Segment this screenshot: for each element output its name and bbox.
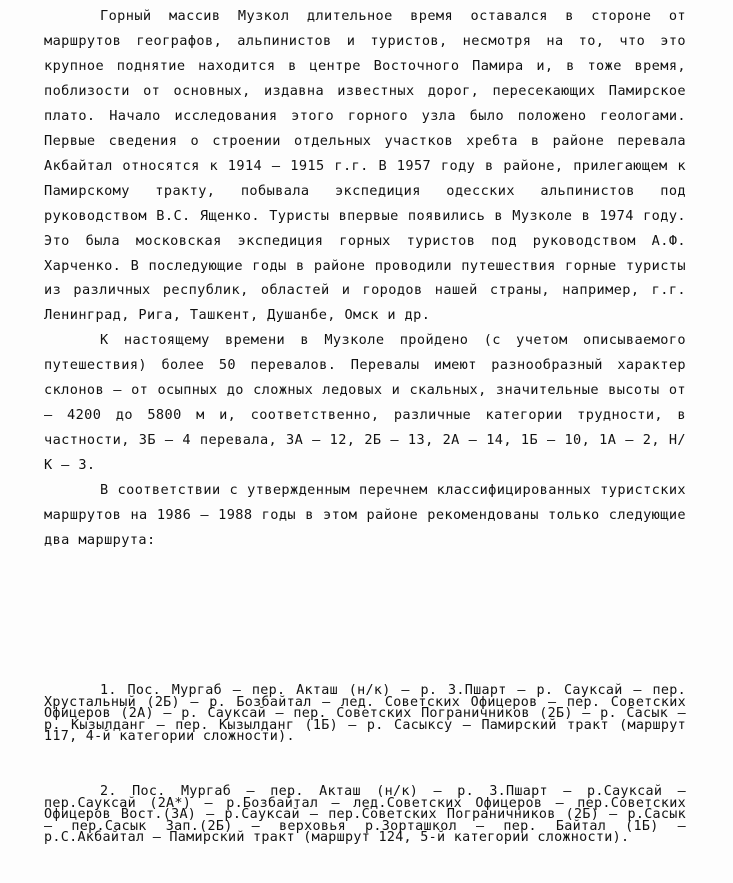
paragraph-passes: К настоящему времени в Музколе пройдено (с учетом описываемого путешествия) более 50 перевалов. Перевалы имеют разнообразный характер склонов – от осыпных до сложных ледовых и скальных, значительные высоты от – 4200 до 5800 м и, соответственно, различные категории трудности, в частности, 3Б – 4 перевала, 3А – 12, 2Б – 13, 2А – 14, 1Б – 10, 1А – 2, Н/К – 3. (44, 332, 686, 474)
route-item-1 (44, 685, 686, 743)
document-body (44, 4, 686, 553)
paragraph-history: Горный массив Музкол длительное время оставался в стороне от маршрутов географов, альпинистов и туристов, несмотря на то, что это крупное поднятие находится в центре Восточного Памира и, в тоже время, поблизости от основных, издавна известных дорог, пересекающих Памирское плато. Начало исследования этого горного узла было положено геологами. Первые сведения о строении отдельных участков хребта в районе перевала Акбайтал относятся к 1914 – 1915 г.г. В 1957 году в районе, прилегающем к Памирскому тракту, побывала экспедиция одесских альпинистов под руководством В.С. Ященко. Туристы впервые появились в Музколе в 1974 году. Это была московская экспедиция горных туристов под руководством А.Ф. Харченко. В последующие годы в районе проводили путешествия горные туристы из различных республик, областей и городов нашей страны, например, г.г. Ленинград, Рига, Ташкент, Душанбе, Омск и др. (44, 8, 686, 324)
route-item-2 (44, 786, 686, 844)
route-text: 1. Пос. Мургаб – пер. Акташ (н/к) – р. З.Пшарт – р. Сауксай – пер. Хрустальный (2Б) – р. Бозбайтал – лед. Советских Офицеров – пер. Советских Офицеров (2А) – р. Сауксай – пер. Советских Пограничников (2Б) – р. Сасык – р. Кызылданг – пер. Кызылданг (1Б) – р. Сасыксу – Памирский тракт (маршрут 117, 4-й категории сложности). (44, 683, 686, 745)
route-text: 2. Пос. Мургаб – пер. Акташ (н/к) – р. З.Пшарт – р.Сауксай – пер.Сауксай (2А*) – р.Бозбайтал – лед.Советских Офицеров – пер.Советских Офицеров Вост.(3А) – р.Сауксай – пер.Советских Пограничников (2Б) – р.Сасык – пер.Сасык Зап.(2Б) – верховья р.Зорташкол – пер. Байтал (1Б) – р.С.Акбайтал – Памирский тракт (маршрут 124, 5-й категории сложности). (44, 784, 686, 846)
paragraph-routes-intro: В соответствии с утвержденным перечнем классифицированных туристских маршрутов на 1986 – 1988 годы в этом районе рекомендованы только следующие два маршрута: (44, 482, 686, 549)
